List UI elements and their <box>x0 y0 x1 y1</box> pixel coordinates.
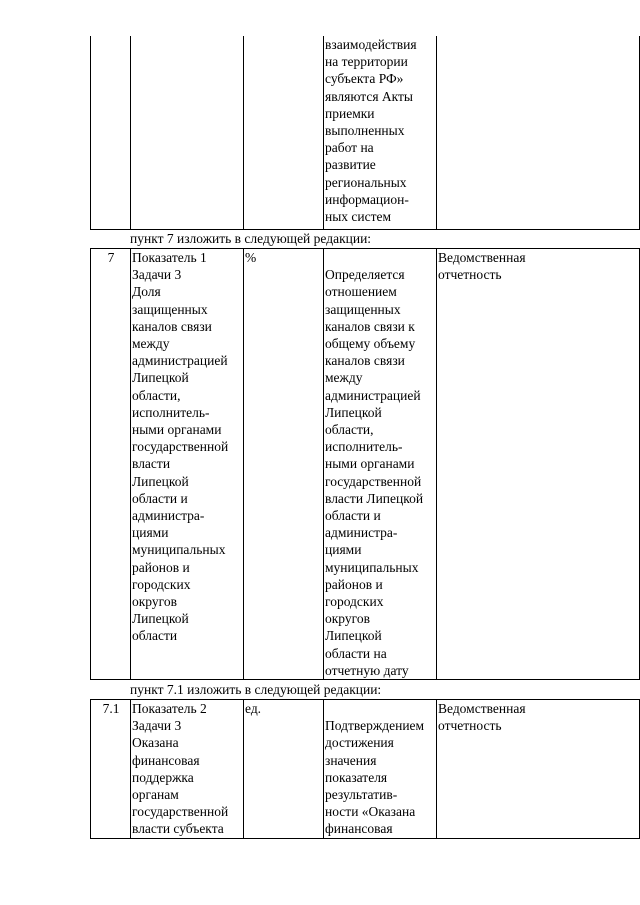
text-line: области и <box>325 508 381 524</box>
text-line: выполненных <box>325 123 405 139</box>
text-line: Липецкой <box>325 628 382 644</box>
text-line: органам <box>132 787 179 803</box>
text-line: Определяется <box>325 267 405 283</box>
text-line: власти <box>132 456 171 472</box>
text-line: циями <box>132 525 169 541</box>
text-line: области, <box>132 387 181 403</box>
text-line: муниципальных <box>325 559 419 575</box>
text-line: администра- <box>132 508 205 524</box>
text-line: информацион- <box>325 191 409 207</box>
text-line: поддержка <box>132 769 194 785</box>
text-line: Липецкой <box>132 370 189 386</box>
text-line: Оказана <box>132 735 179 751</box>
text-line: защищенных <box>132 301 208 317</box>
table-row <box>91 36 640 230</box>
text-line: государственной <box>325 473 422 489</box>
text-line: городских <box>132 576 191 592</box>
unit-cell <box>244 36 324 230</box>
text-line: Подтверждением <box>325 718 425 734</box>
text-line: Ведомственная <box>438 701 526 716</box>
table-row-7-1 <box>90 699 640 839</box>
text-line: исполнитель- <box>132 404 210 420</box>
text-line: отчетность <box>438 718 502 734</box>
text-line: на территории <box>325 54 408 70</box>
source-cell <box>437 700 640 839</box>
description-cell <box>324 700 437 839</box>
table-row <box>91 249 640 680</box>
number-cell: 7 <box>91 249 131 680</box>
text-line: исполнитель- <box>325 439 403 455</box>
text-line: муниципальных <box>132 542 226 558</box>
text-line: работ на <box>325 140 374 156</box>
text-line: Задачи 3 <box>132 267 182 283</box>
text-line: циями <box>325 542 362 558</box>
unit-cell: ед. <box>244 700 324 839</box>
text-line: государственной <box>132 439 229 455</box>
text-line: показателя <box>325 769 388 785</box>
text-line: защищенных <box>325 301 401 317</box>
unit-cell: % <box>244 249 324 680</box>
text-line: отчетность <box>438 267 502 283</box>
text-line: ными органами <box>132 422 222 438</box>
amendment-note-7-1: пункт 7.1 изложить в следующей редакции: <box>130 682 382 697</box>
description-cell <box>324 249 437 680</box>
source-cell <box>437 36 640 230</box>
text-line: общему объему <box>325 336 416 351</box>
indicator-name-cell <box>131 700 244 839</box>
text-line: области, <box>325 422 374 438</box>
text-line: ности «Оказана <box>325 804 416 820</box>
text-line: районов и <box>325 576 383 592</box>
text-line: округов <box>325 611 370 627</box>
indicator-name-cell <box>131 36 244 230</box>
text-line: области на <box>325 645 387 661</box>
text-line: являются Акты <box>325 88 414 104</box>
text-line: значения <box>325 752 377 768</box>
text-line: отношением <box>325 284 397 300</box>
text-line: государственной <box>132 804 229 820</box>
table-continuation <box>90 36 640 230</box>
text-line: Ведомственная <box>438 250 526 265</box>
text-line: области и <box>132 490 188 506</box>
text-line: финансовая <box>132 752 200 768</box>
text-line: администрацией <box>325 387 421 403</box>
amendment-note-7: пункт 7 изложить в следующей редакции: <box>130 231 372 246</box>
text-line: между <box>325 370 363 386</box>
source-cell <box>437 249 640 680</box>
text-line: развитие <box>325 157 376 173</box>
text-line: Доля <box>132 284 161 300</box>
text-line: районов и <box>132 559 190 575</box>
number-cell: 7.1 <box>91 700 131 839</box>
text-line: Показатель 1 <box>132 250 207 265</box>
text-line: субъекта РФ» <box>325 71 404 87</box>
text-line: Задачи 3 <box>132 718 182 734</box>
text-line: между <box>132 336 170 352</box>
text-line: достижения <box>325 735 394 751</box>
text-line: власти Липецкой <box>325 490 424 506</box>
text-line: региональных <box>325 174 407 190</box>
number-cell <box>91 36 131 230</box>
text-line: взаимодействия <box>325 37 417 52</box>
text-line: администра- <box>325 525 398 541</box>
text-line: отчетную дату <box>325 662 409 678</box>
text-line: городских <box>325 594 384 610</box>
text-line: каналов связи к <box>325 318 415 334</box>
text-line: результатив- <box>325 787 398 802</box>
text-line: каналов связи <box>325 353 405 369</box>
text-line: приемки <box>325 105 375 121</box>
text-line: области <box>132 628 178 644</box>
text-line: Липецкой <box>132 611 189 627</box>
table-row <box>91 700 640 839</box>
text-line: администрацией <box>132 353 228 369</box>
text-line: Показатель 2 <box>132 701 207 716</box>
indicator-name-cell <box>131 249 244 680</box>
text-line: каналов связи <box>132 318 212 334</box>
table-row-7 <box>90 248 640 680</box>
text-line: финансовая <box>325 821 393 837</box>
text-line: Липецкой <box>325 404 382 420</box>
text-line: ных систем <box>325 209 392 225</box>
description-cell <box>324 36 437 230</box>
text-line: власти субъекта <box>132 821 224 837</box>
text-line: Липецкой <box>132 473 189 489</box>
text-line: ными органами <box>325 456 415 472</box>
text-line: округов <box>132 594 177 610</box>
